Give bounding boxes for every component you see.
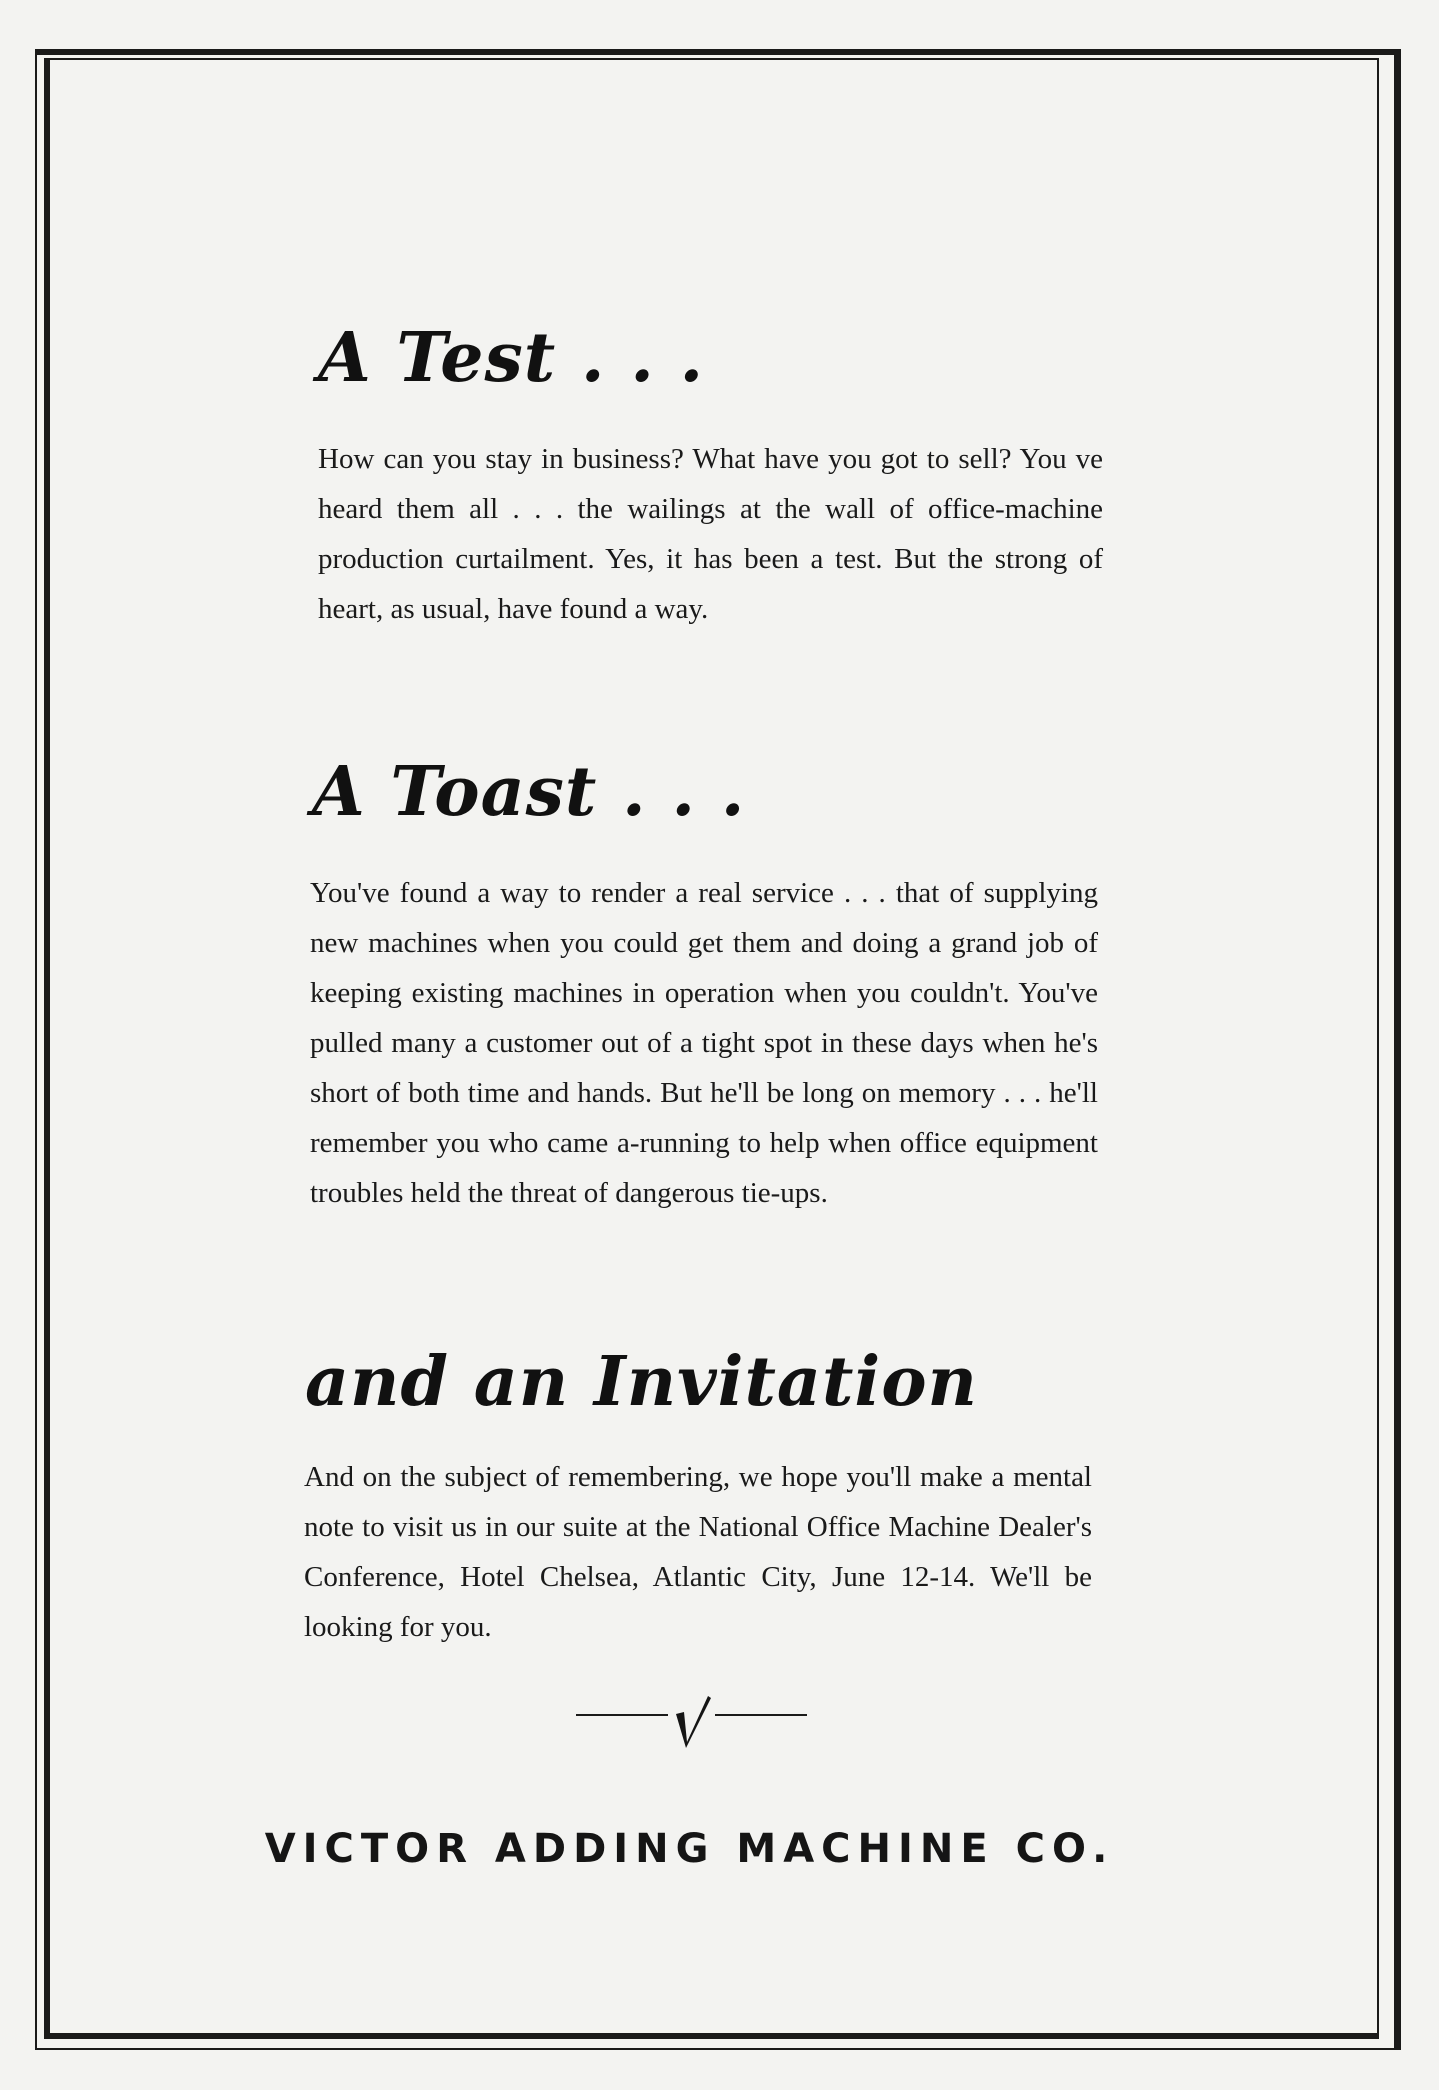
body-invitation: And on the subject of remembering, we hope you'll make a mental note to visit us in our suite at the National Office Machine Dealer's Conference, Hotel Chelsea, Atlantic City, June 12-14. We'll be looking for you. [304,1461,1092,1643]
heading-toast: A Toast . . . [312,752,746,832]
company-name-block [0,1826,1439,1872]
company-name: VICTOR ADDING MACHINE CO. [264,1826,1115,1872]
rule-left [576,1714,668,1716]
v-mark-icon [670,1692,714,1748]
logo-mark [572,1690,812,1750]
body-toast: You've found a way to render a real service . . . that of supplying new machines when you could get them and doing a grand job of keeping existing machines in operation when you couldn't. You've pulled many a customer out of a tight spot in these days when he's short of both time and hands. But he'll be long on memory . . . he'll remember you who came a-running to help when office equipment troubles held the threat of dangerous tie-ups. [310,877,1098,1209]
heading-test: A Test . . . [318,318,705,398]
heading-invitation: and an Invitation [305,1342,978,1422]
rule-right [715,1714,807,1716]
body-test: How can you stay in business? What have you got to sell? You ve heard them all . . . the wailings at the wall of office-machine production curtailment. Yes, it has been a test. But the strong of heart, as usual, have found a way. [318,443,1103,625]
